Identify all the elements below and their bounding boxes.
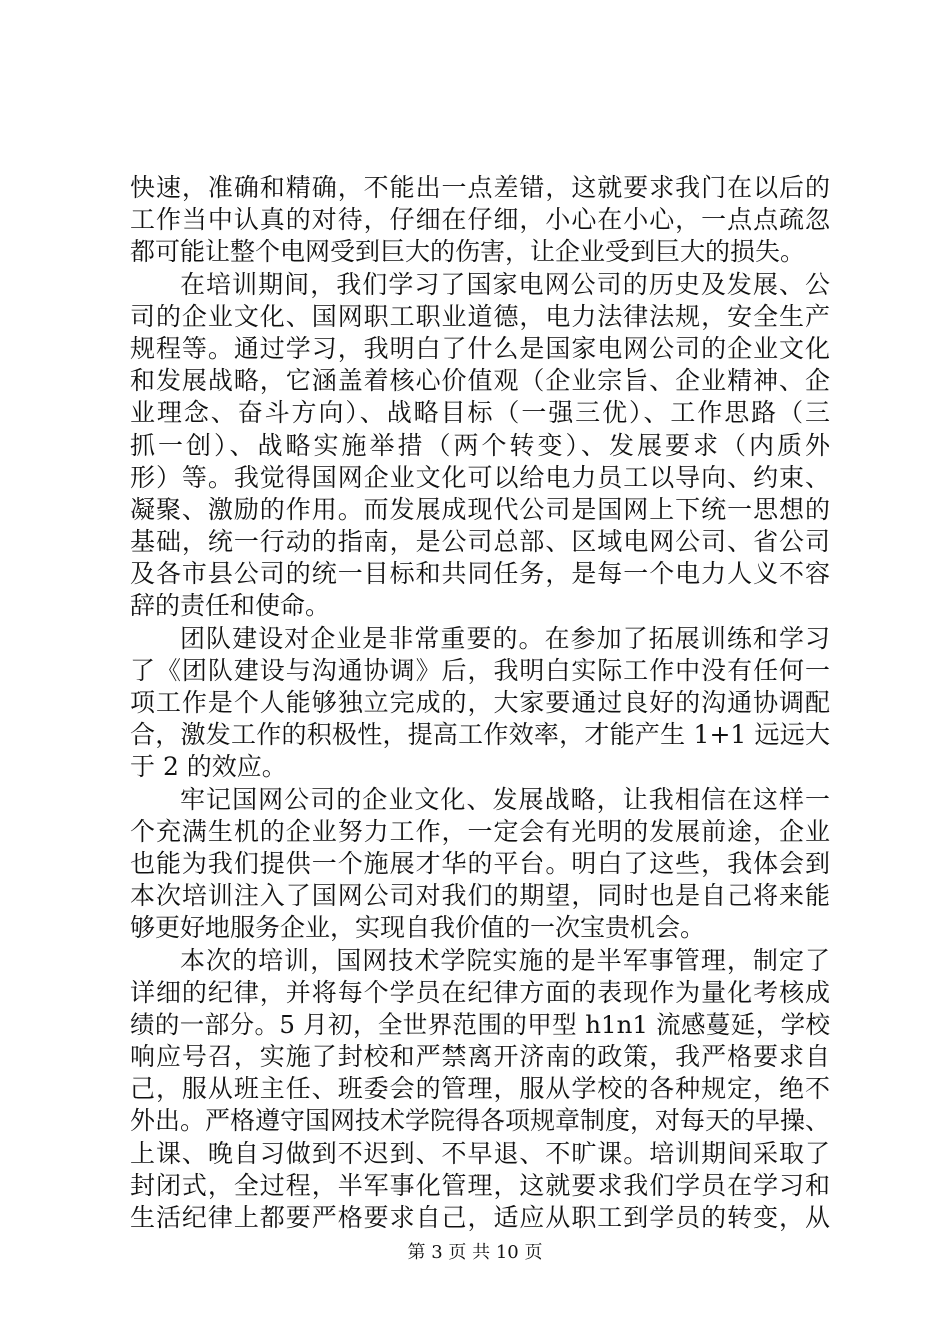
text-line: 凝聚、激励的作用。而发展成现代公司是国网上下统一思想的 <box>130 494 830 524</box>
text-line: 抓一创）、战略实施举措（两个转变）、发展要求（内质外 <box>130 430 830 460</box>
text-line: 在培训期间，我们学习了国家电网公司的历史及发展、公 <box>180 269 830 299</box>
text-line: 都可能让整个电网受到巨大的伤害，让企业受到巨大的损失。 <box>130 237 806 267</box>
text-line: 于 2 的效应。 <box>130 752 287 782</box>
text-line: 和发展战略，它涵盖着核心价值观（企业宗旨、企业精神、企 <box>130 366 830 396</box>
text-line: 工作当中认真的对待，仔细在仔细，小心在小心，一点点疏忽 <box>130 205 830 235</box>
text-line: 详细的纪律，并将每个学员在纪律方面的表现作为量化考核成 <box>130 977 830 1007</box>
text-line: 项工作是个人能够独立完成的，大家要通过良好的沟通协调配 <box>130 688 830 717</box>
text-line: 生活纪律上都要严格要求自己，适应从职工到学员的转变，从 <box>130 1203 830 1232</box>
text-line: 规程等。通过学习，我明白了什么是国家电网公司的企业文化 <box>130 333 830 363</box>
text-line: 快速，准确和精确，不能出一点差错，这就要求我门在以后的 <box>130 173 830 202</box>
document-body <box>130 172 830 1234</box>
text-line: 牢记国网公司的企业文化、发展战略，让我相信在这样一 <box>180 784 830 814</box>
text-line: 外出。严格遵守国网技术学院得各项规章制度，对每天的早操、 <box>130 1106 831 1136</box>
text-line: 及各市县公司的统一目标和共同任务，是每一个电力人义不容 <box>130 559 830 589</box>
text-line: 团队建设对企业是非常重要的。在参加了拓展训练和学习 <box>180 623 830 653</box>
text-line: 封闭式，全过程，半军事化管理，这就要求我们学员在学习和 <box>130 1170 830 1200</box>
text-line: 上课、晚自习做到不迟到、不早退、不旷课。培训期间采取了 <box>130 1138 830 1168</box>
text-line: 基础，统一行动的指南，是公司总部、区域电网公司、省公司 <box>130 527 830 557</box>
text-line: 响应号召，实施了封校和严禁离开济南的政策，我严格要求自 <box>130 1042 830 1072</box>
text-line: 个充满生机的企业努力工作，一定会有光明的发展前途，企业 <box>130 816 830 846</box>
text-line: 也能为我们提供一个施展才华的平台。明白了这些，我体会到 <box>130 848 830 878</box>
text-line: 绩的一部分。5 月初，全世界范围的甲型 h1n1 流感蔓延，学校 <box>130 1009 830 1039</box>
text-line: 本次培训注入了国网公司对我们的期望，同时也是自己将来能 <box>130 881 830 911</box>
text-line: 业理念、奋斗方向）、战略目标（一强三优）、工作思路（三 <box>130 398 830 428</box>
text-line: 司的企业文化、国网职工职业道德，电力法律法规，安全生产 <box>130 301 830 331</box>
text-line: 形）等。我觉得国网企业文化可以给电力员工以导向、约束、 <box>130 462 830 492</box>
text-line: 了《团队建设与沟通协调》后，我明白实际工作中没有任何一 <box>130 655 830 685</box>
text-line: 本次的培训，国网技术学院实施的是半军事管理，制定了 <box>180 945 830 975</box>
text-line: 辞的责任和使命。 <box>130 591 331 621</box>
text-line: 己，服从班主任、班委会的管理，服从学校的各种规定，绝不 <box>130 1074 830 1104</box>
page-footer: 第 3 页 共 10 页 <box>407 1242 543 1263</box>
text-line: 合，激发工作的积极性，提高工作效率，才能产生 1+1 远远大 <box>130 720 830 750</box>
text-line: 够更好地服务企业，实现自我价值的一次宝贵机会。 <box>130 913 706 943</box>
